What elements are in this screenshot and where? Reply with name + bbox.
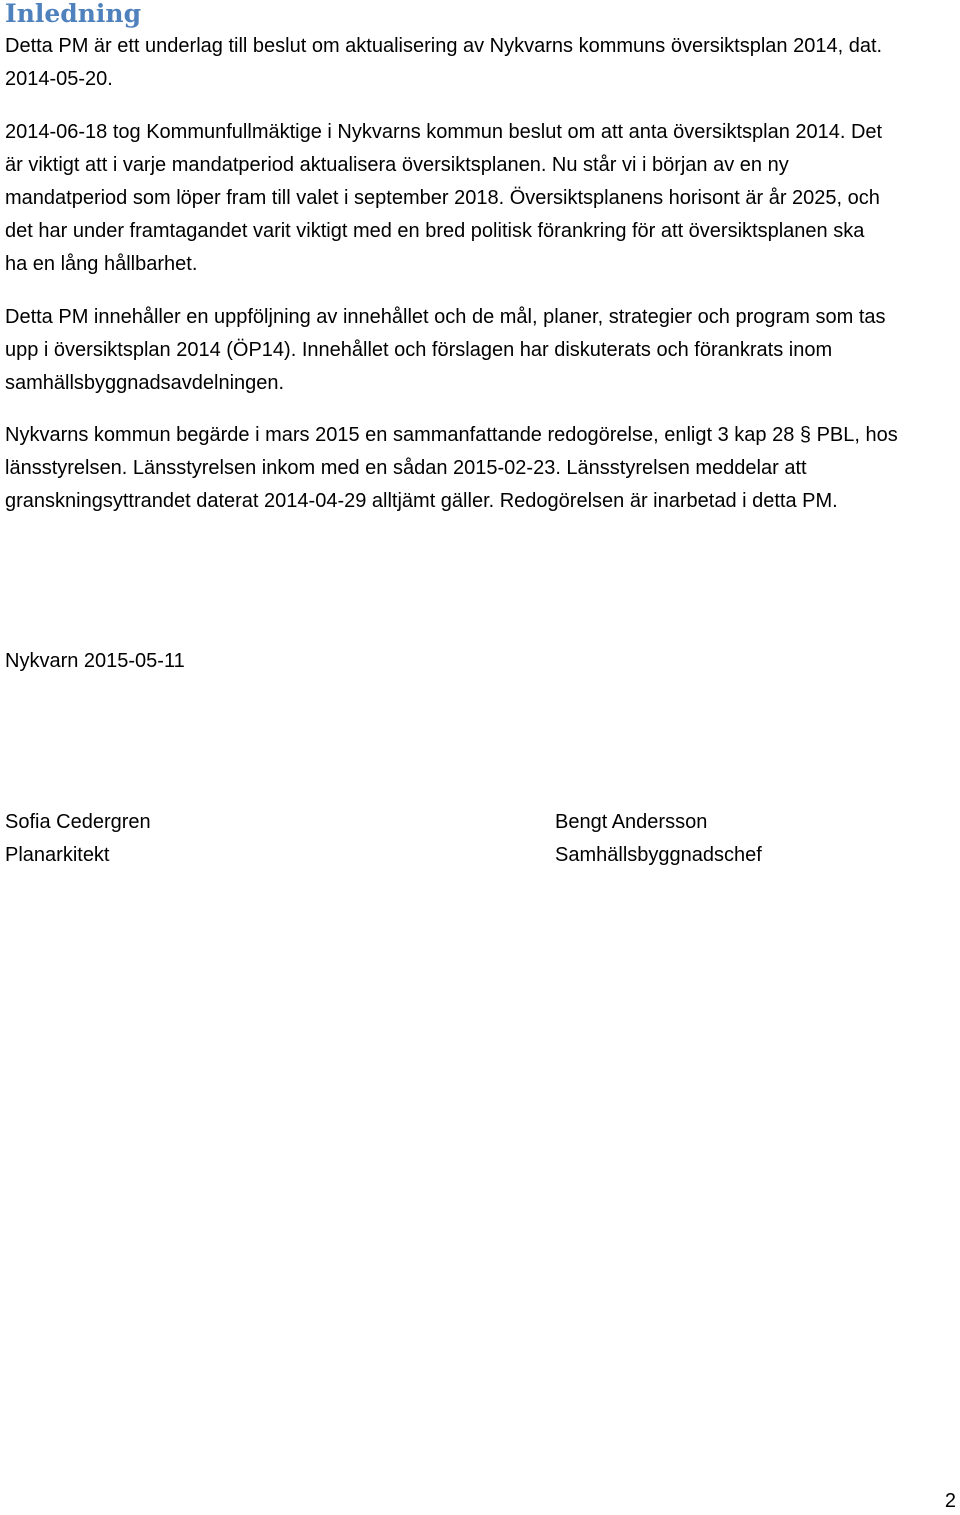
paragraph-content xyxy=(5,301,955,400)
signatory-right xyxy=(555,806,762,872)
paragraph-line: det har under framtagandet varit viktigt med en bred politisk förankring för att översiktsplanen ska xyxy=(5,220,865,242)
paragraph-intro xyxy=(5,30,955,96)
section-heading: Inledning xyxy=(5,0,142,28)
paragraph-line: Detta PM är ett underlag till beslut om aktualisering av Nykvarns kommuns översiktsplan 2014, dat. xyxy=(5,35,883,57)
signatory-left xyxy=(5,806,151,872)
paragraph-line: 2014-05-20. xyxy=(5,68,113,90)
paragraph-line: Nykvarns kommun begärde i mars 2015 en sammanfattande redogörelse, enligt 3 kap 28 § PBL, hos xyxy=(5,424,898,446)
signatory-name: Bengt Andersson xyxy=(555,811,708,833)
paragraph-line: är viktigt att i varje mandatperiod aktualisera översiktsplanen. Nu står vi i början av en ny xyxy=(5,154,789,176)
paragraph-line: Detta PM innehåller en uppföljning av innehållet och de mål, planer, strategier och program som tas xyxy=(5,306,886,328)
signatory-name: Sofia Cedergren xyxy=(5,811,151,833)
paragraph-line: granskningsyttrandet daterat 2014-04-29 alltjämt gäller. Redogörelsen är inarbetad i detta PM. xyxy=(5,490,838,512)
signatory-title: Samhällsbyggnadschef xyxy=(555,844,762,866)
page-number: 2 xyxy=(944,1490,956,1512)
place-and-date: Nykvarn 2015-05-11 xyxy=(5,650,185,672)
paragraph-line: mandatperiod som löper fram till valet i september 2018. Översiktsplanens horisont är år 2025, och xyxy=(5,187,880,209)
paragraph-line: 2014-06-18 tog Kommunfullmäktige i Nykvarns kommun beslut om att anta översiktsplan 2014. Det xyxy=(5,121,883,143)
paragraph-line: upp i översiktsplan 2014 (ÖP14). Innehållet och förslagen har diskuterats och förankrats inom xyxy=(5,339,833,361)
paragraph-line: länsstyrelsen. Länsstyrelsen inkom med en sådan 2015-02-23. Länsstyrelsen meddelar att xyxy=(5,457,807,479)
paragraph-line: samhällsbyggnadsavdelningen. xyxy=(5,372,285,394)
signatory-title: Planarkitekt xyxy=(5,844,110,866)
paragraph-lansstyrelsen xyxy=(5,419,955,518)
paragraph-decision xyxy=(5,116,955,281)
paragraph-line: ha en lång hållbarhet. xyxy=(5,253,198,275)
